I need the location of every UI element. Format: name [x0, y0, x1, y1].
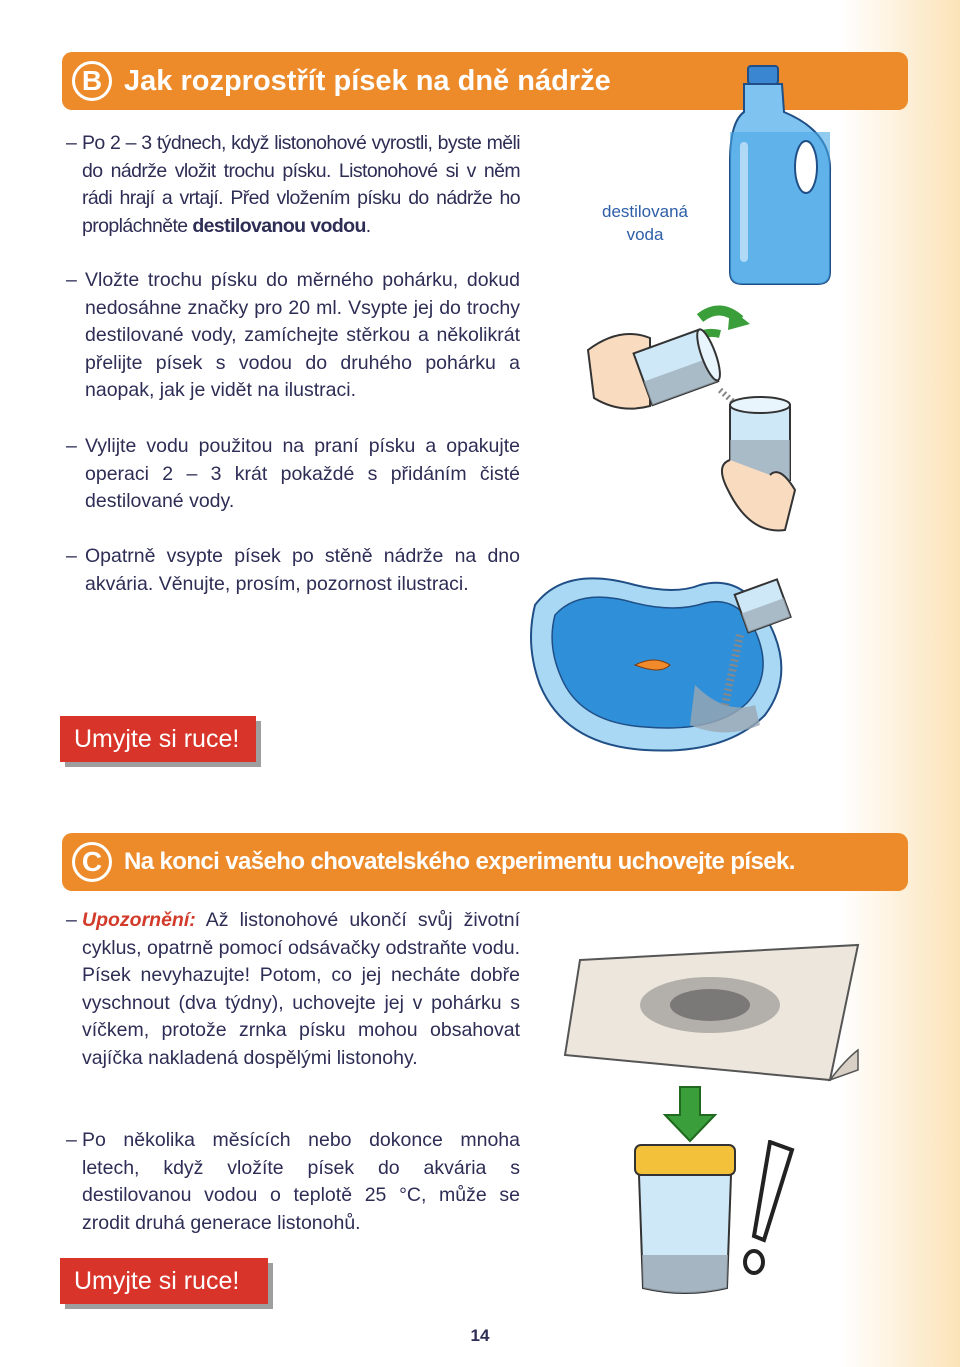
section-b-title: Jak rozprostřít písek na dně nádrže: [124, 64, 611, 97]
wash-hands-label-b: Umyjte si ruce!: [60, 716, 256, 762]
warning-label: Upozornění:: [82, 909, 196, 931]
drying-sand-illustration: [560, 940, 860, 1090]
section-c-letter: C: [72, 842, 112, 882]
section-b-paragraph-4: [66, 543, 520, 598]
section-c-paragraph-2: [66, 1127, 520, 1237]
bottle-label-line-2: voda: [626, 225, 664, 244]
bullet-dash: –: [66, 909, 77, 931]
section-b-letter: B: [72, 61, 112, 101]
bullet-dash: –: [66, 1129, 77, 1151]
section-c-title: Na konci vašeho chovatelského experimentu uchovejte písek.: [124, 848, 795, 875]
paragraph-text: Opatrně vsypte písek po stěně nádrže na dno akvária. Věnujte, prosím, pozornost ilustraci.: [85, 545, 520, 595]
water-bottle-illustration: [720, 62, 840, 288]
paragraph-text: Po 2 – 3 týdnech, když listonohové vyrostli, byste měli do nádrže vložit trochu písku. Listonohové si v něm rádi hrají a vrtají. Před vložením písku do nádrže ho propláchněte: [82, 132, 520, 237]
section-c-paragraph-1: [66, 907, 520, 1072]
bullet-dash: –: [66, 545, 77, 567]
paragraph-text: Až listonohové ukončí svůj životní cyklus, opatrně pomocí odsávačky odstraňte vodu. Písek nevyhazujte! Potom, co jej necháte dobře vyschnout (dva týdny), uchovejte jej v pohárku s víčkem, protože zrnka písku mohou obsahovat vajíčka nakladená dospělými listonohy.: [82, 909, 520, 1069]
section-b-paragraph-3: [66, 433, 520, 516]
paragraph-text: Vylijte vodu použitou na praní písku a opakujte operaci 2 – 3 krát pokaždé s přidáním čisté destilované vody.: [85, 435, 520, 512]
exclamation-icon: [740, 1140, 800, 1280]
pouring-cups-illustration: [580, 290, 800, 545]
page-edge-gradient: [840, 0, 960, 1367]
section-c-header: [62, 833, 908, 891]
bottle-label-line-1: destilovaná: [601, 202, 688, 221]
paragraph-text: Po několika měsících nebo dokonce mnoha letech, když vložíte písek do akvária s destilovanou vodou o teplotě 25 °C, může se zrodit druhá generace listonohů.: [82, 1129, 520, 1234]
bullet-dash: –: [66, 435, 77, 457]
paragraph-bold-text: destilovanou vodou: [192, 214, 366, 237]
sand-jar-illustration: [625, 1140, 745, 1300]
aquarium-illustration: [525, 565, 805, 760]
distilled-water-label: [590, 200, 700, 246]
paragraph-text: Vložte trochu písku do měrného pohárku, dokud nedosáhne značky pro 20 ml. Vsypte jej do trochy destilované vody, zamíchejte stěrkou a několikrát přelijte písek s vodou do druhého pohárku a naopak, jak je vidět na ilustraci.: [85, 269, 520, 401]
wash-hands-label-c: Umyjte si ruce!: [60, 1258, 268, 1304]
section-b-paragraph-1: [66, 130, 520, 240]
page-number: 14: [470, 1326, 490, 1345]
section-b-paragraph-2: [66, 267, 520, 405]
bullet-dash: –: [66, 269, 77, 291]
paragraph-text-end: .: [365, 214, 371, 237]
arrow-down-icon: [660, 1085, 720, 1145]
bullet-dash: –: [66, 132, 77, 154]
